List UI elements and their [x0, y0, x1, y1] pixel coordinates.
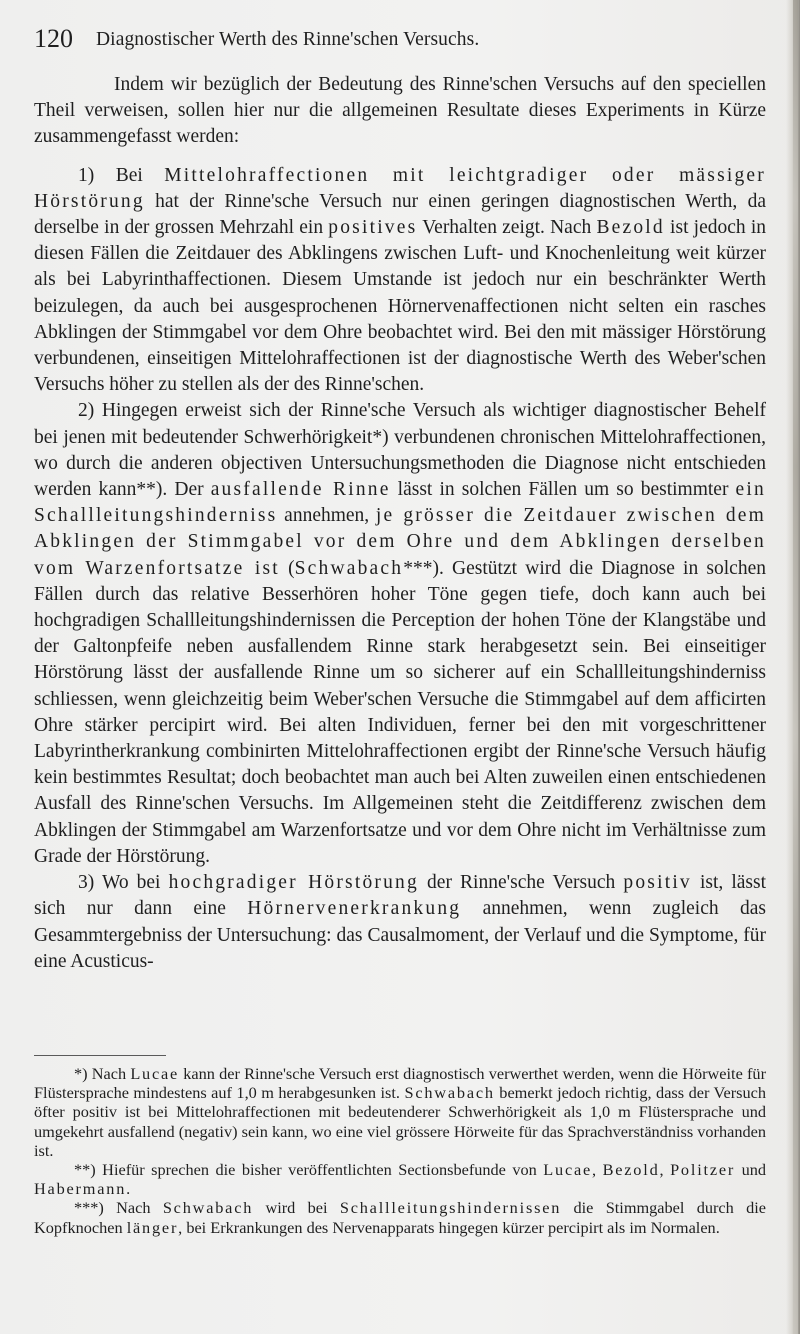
p2-text: annehmen,: [277, 505, 376, 527]
page-header: [34, 24, 764, 54]
p3-emphasis: hochgradiger Hörstörung: [168, 872, 419, 894]
fn2-author-name: Habermann: [34, 1179, 127, 1199]
fn2-author-name: Politzer: [670, 1160, 736, 1180]
footnotes: [34, 1064, 766, 1237]
p3-emphasis: positiv: [623, 872, 692, 894]
fn3-text: wird bei: [253, 1198, 340, 1218]
fn1-text: kann der Rinne'sche Versuch erst diagnostisch verwerthet werden, wenn die Hörweite für Flüstersprache mindestens auf 1,0 m herabgesunken ist.: [34, 1064, 766, 1103]
fn2-text: ,: [659, 1160, 671, 1180]
p2-emphasis: ein Schallleitungshinderniss: [34, 479, 766, 527]
p2-text: 2) Hingegen erweist sich der Rinne'sche Versuch als wichtiger diagnostischer Behelf bei jenen mit bedeutender Schwerhörigkeit*) verbundenen chronischen Mittelohraffectionen, wo durch die anderen objectiven Untersuchungsmethoden die Diagnose nicht entschieden werden kann**). Der: [34, 400, 766, 501]
fn1-text: *) Nach: [74, 1064, 131, 1083]
fn2-text: und: [735, 1160, 767, 1180]
paragraph-1: [34, 163, 766, 399]
main-text: [34, 72, 766, 975]
p2-text: ***). Gestützt wird die Diagnose in solchen Fällen durch das relative Besserhören hoher Töne gegen tiefe, doch kann auch bei hochgradigen Schallleitungshindernissen die Perception der hohen Töne der Klangstäbe und der Galtonpfeife neben ausfallendem Rinne stark herabgesetzt sein. Bei einseitiger Hörstörung lässt der ausfallende Rinne um so sicherer auf ein Schallleitungshinderniss schliessen, wenn gleichzeitig beim Weber'schen Versuche die Stimmgabel auf dem afficirten Ohre stärker percipirt wird. Bei alten Individuen, ferner bei den mit vorgeschrittener Labyrintherkrankung combinirten Mittelohraffectionen ergibt der Rinne'sche Versuch häufig kein bestimmtes Resultat; doch beobachtet man auch bei Alten zuweilen einen entschiedenen Ausfall des Rinne'schen Versuchs. Im Allgemeinen steht die Zeitdifferenz zwischen dem Abklingen der Stimmgabel am Warzenfortsatze und vor dem Ohre nicht im Verhältnisse zum Grade der Hörstörung.: [34, 557, 766, 867]
paragraph-3: [34, 870, 766, 975]
p3-text: annehmen, wenn zugleich das Gesammtergebniss der Untersuchung: das Causalmoment, der Verlauf und die Symptome, für eine Acusticus-: [34, 898, 766, 972]
p2-emphasis: ausfallende Rinne: [210, 479, 391, 501]
paragraph-2: [34, 398, 766, 870]
p2-author-name: Schwabach: [294, 557, 404, 579]
fn3-emphasis: Schallleitungshindernissen: [339, 1198, 562, 1218]
p3-emphasis: Hörnervenerkrankung: [247, 898, 462, 920]
page-edge-shadow: [793, 0, 798, 1334]
p1-emphasis: positives: [328, 217, 418, 239]
p1-text: hat der Rinne'sche Versuch nur einen geringen diagnostischen Werth, da derselbe in der grossen Mehrzahl ein: [34, 190, 766, 239]
p1-text: Verhalten zeigt. Nach: [417, 217, 597, 239]
fn2-text: .: [126, 1179, 131, 1199]
fn2-text: ,: [592, 1160, 603, 1180]
footnote-2: [34, 1160, 766, 1198]
page-number: 120: [34, 24, 73, 53]
p1-author-name: Bezold: [596, 217, 665, 239]
p1-text: 1) Bei: [78, 164, 165, 186]
running-title: Diagnostischer Werth des Rinne'schen Versuchs.: [96, 29, 480, 50]
footnote-1: [34, 1064, 766, 1160]
fn3-text: die Stimmgabel durch die Kopfknochen: [34, 1198, 766, 1237]
fn3-text: ***) Nach: [74, 1198, 163, 1218]
footnote-3: [34, 1198, 766, 1236]
fn2-author-name: Lucae: [543, 1160, 593, 1180]
p2-text: lässt in solchen Fällen um so bestimmter: [390, 479, 736, 501]
p1-text: ist jedoch in diesen Fällen die Zeitdauer des Abklingens zwischen Luft- und Knochenleitung weit kürzer als bei Labyrinthaffectionen. Diesem Umstande ist jedoch nur ein beschränkter Werth beizulegen, da auch bei ausgesprochenen Hörnervenaffectionen nicht selten ein rasches Abklingen der Stimmgabel vor dem Ohre beobachtet wird. Bei den mit mässiger Hörstörung verbundenen, einseitigen Mittelohraffectionen ist der diagnostische Werth des Weber'schen Versuchs höher zu stellen als der des Rinne'schen.: [34, 217, 766, 396]
fn1-text: bemerkt jedoch richtig, dass der Versuch öfter positiv ist bei Mittelohraffectionen mit bedeutenderer Schwerhörigkeit als 1,0 m Flüstersprache und umgekehrt ausfallend (negativ) sein kann, wo eine viel grössere Hörweite für das Sprachverständniss vorhanden ist.: [34, 1083, 766, 1160]
fn2-text: **) Hiefür sprechen die bisher veröffentlichten Sectionsbefunde von: [74, 1160, 544, 1180]
p3-text: 3) Wo bei: [78, 872, 169, 894]
fn3-emphasis: länger: [126, 1217, 179, 1237]
fn1-author-name: Schwabach: [404, 1083, 495, 1103]
fn1-author-name: Lucae: [130, 1064, 180, 1083]
fn3-text: , bei Erkrankungen des Nervenapparats hingegen kürzer percipirt als im Normalen.: [178, 1217, 720, 1237]
fn2-author-name: Bezold: [602, 1160, 660, 1180]
p3-text: ist, lässt sich nur dann eine: [34, 872, 767, 920]
p3-text: der Rinne'sche Versuch: [418, 872, 624, 894]
p1-emphasis: Mittelohraffectionen mit leichtgradiger oder mässiger Hörstörung: [34, 164, 766, 212]
intro-paragraph: Indem wir bezüglich der Bedeutung des Rinne'schen Versuchs auf den speciellen Theil verweisen, sollen hier nur die allgemeinen Resultate dieses Experiments in Kürze zusammengefasst werden:: [34, 74, 766, 148]
p2-emphasis: je grösser die Zeitdauer zwischen dem Abklingen der Stimmgabel vor dem Ohre und dem Abklingen derselben vom Warzenfortsatze ist: [34, 505, 766, 579]
p2-text: (: [279, 557, 295, 579]
footnote-separator: [34, 1055, 166, 1056]
fn3-author-name: Schwabach: [162, 1198, 254, 1218]
